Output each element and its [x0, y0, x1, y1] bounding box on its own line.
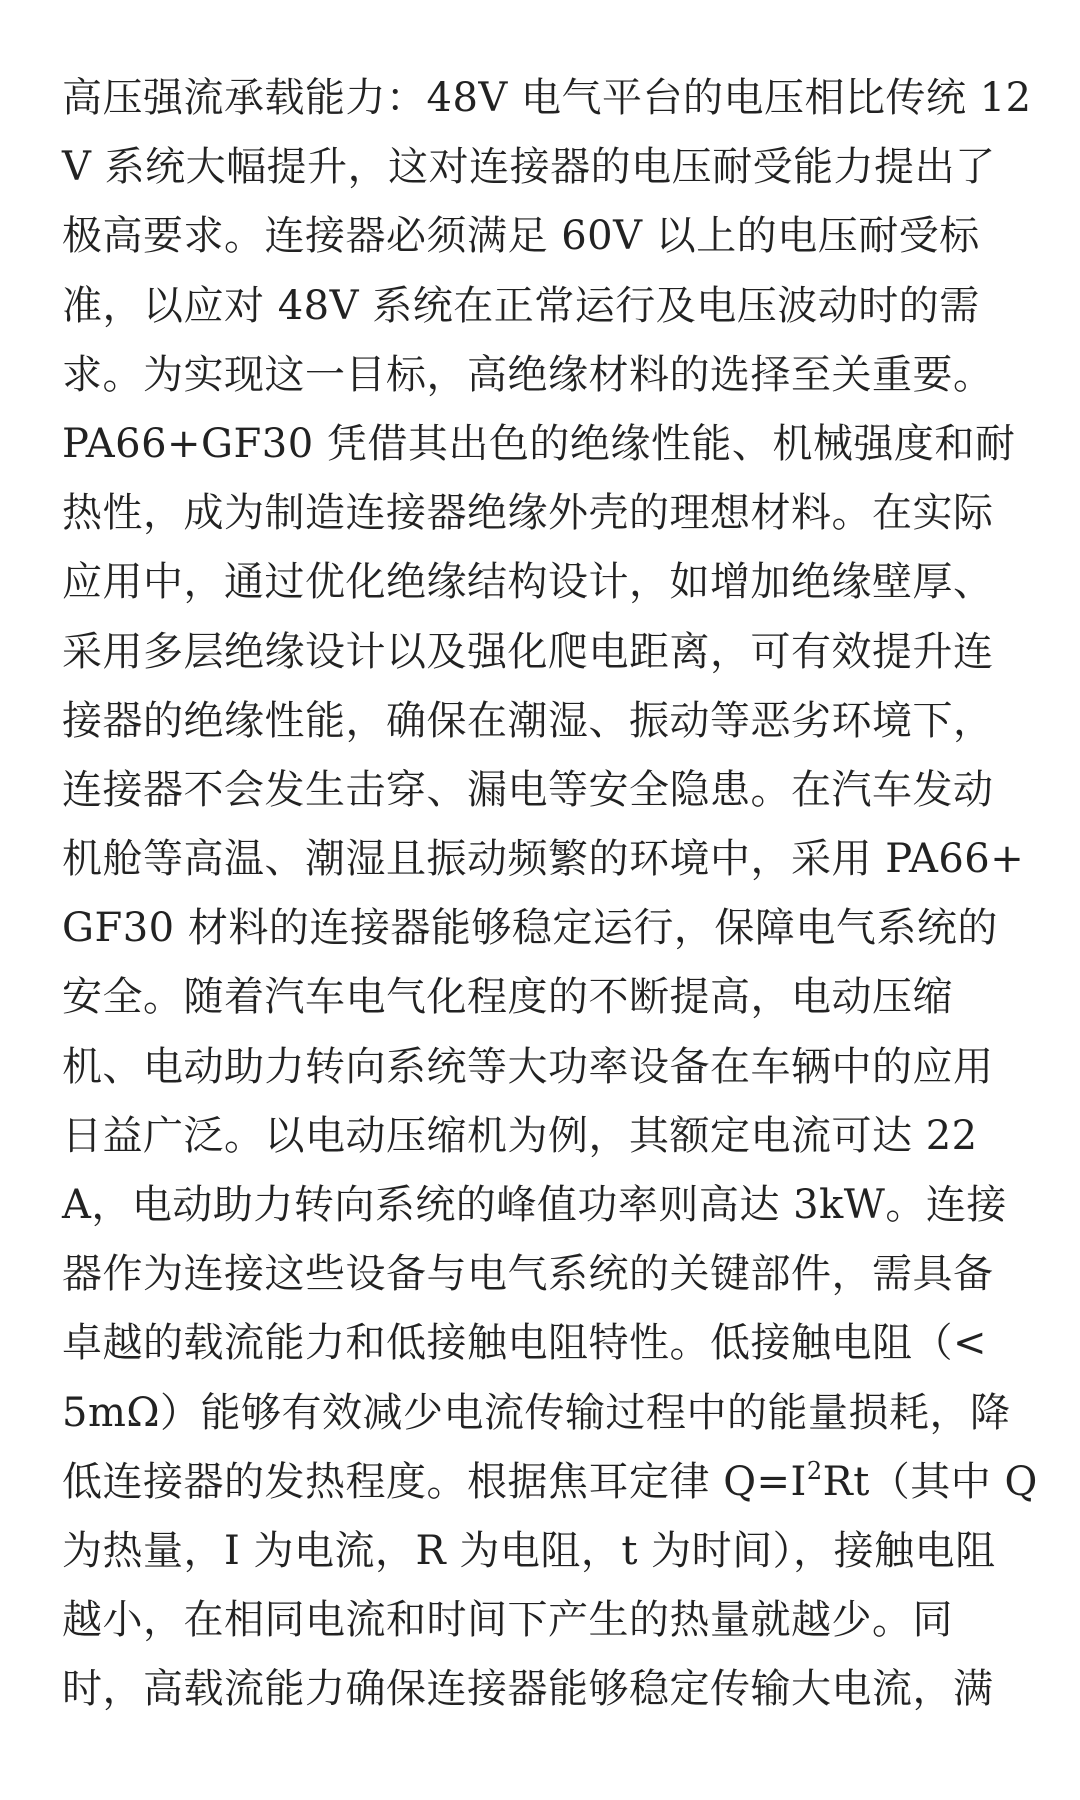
text-line: 应用中，通过优化绝缘结构设计，如增加绝缘壁厚、: [62, 559, 994, 606]
text-line: 采用多层绝缘设计以及强化爬电距离，可有效提升连: [62, 628, 994, 675]
text-line: 高压强流承载能力：48V 电气平台的电压相比传统 12: [62, 75, 1032, 121]
text-line: 5mΩ）能够有效减少电流传输过程中的能量损耗，降: [62, 1389, 1011, 1436]
text-line: V 系统大幅提升，这对连接器的电压耐受能力提出了: [62, 144, 996, 191]
text-line: 热性，成为制造连接器绝缘外壳的理想材料。在实际: [62, 490, 994, 537]
paragraph: [62, 64, 1038, 1725]
text-line: 机、电动助力转向系统等大功率设备在车辆中的应用: [62, 1043, 994, 1090]
text-line: 安全。随着汽车电气化程度的不断提高，电动压缩: [62, 974, 953, 1021]
text-line: 日益广泛。以电动压缩机为例，其额定电流可达 22: [62, 1112, 978, 1159]
text-line: 连接器不会发生击穿、漏电等安全隐患。在汽车发动: [62, 766, 994, 813]
text-line: GF30 材料的连接器能够稳定运行，保障电气系统的: [62, 905, 998, 952]
text-line: 为热量，I 为电流，R 为电阻，t 为时间），接触电阻: [62, 1527, 996, 1574]
text-line: 卓越的载流能力和低接触电阻特性。低接触电阻（<: [62, 1320, 988, 1367]
formula-text-after: Rt（其中 Q: [822, 1458, 1038, 1505]
text-line: 接器的绝缘性能，确保在潮湿、振动等恶劣环境下，: [62, 697, 994, 744]
text-line: PA66+GF30 凭借其出色的绝缘性能、机械强度和耐: [62, 420, 1016, 467]
formula-text-before: 低连接器的发热程度。根据焦耳定律 Q=I: [62, 1458, 807, 1505]
text-line-formula: [62, 1448, 1038, 1517]
text-line: 求。为实现这一目标，高绝缘材料的选择至关重要。: [62, 351, 994, 398]
text-line: 时，高载流能力确保连接器能够稳定传输大电流，满: [62, 1666, 994, 1713]
text-line: 机舱等高温、潮湿且振动频繁的环境中，采用 PA66+: [62, 836, 1025, 883]
text-line: 器作为连接这些设备与电气系统的关键部件，需具备: [62, 1251, 994, 1298]
text-line: 极高要求。连接器必须满足 60V 以上的电压耐受标: [62, 213, 980, 260]
text-line: 越小，在相同电流和时间下产生的热量就越少。同: [62, 1597, 953, 1644]
text-line: 准，以应对 48V 系统在正常运行及电压波动时的需: [62, 282, 980, 329]
formula-superscript: 2: [806, 1456, 823, 1485]
article-body: [62, 64, 1038, 1725]
text-line: A，电动助力转向系统的峰值功率则高达 3kW。连接: [62, 1182, 1007, 1228]
